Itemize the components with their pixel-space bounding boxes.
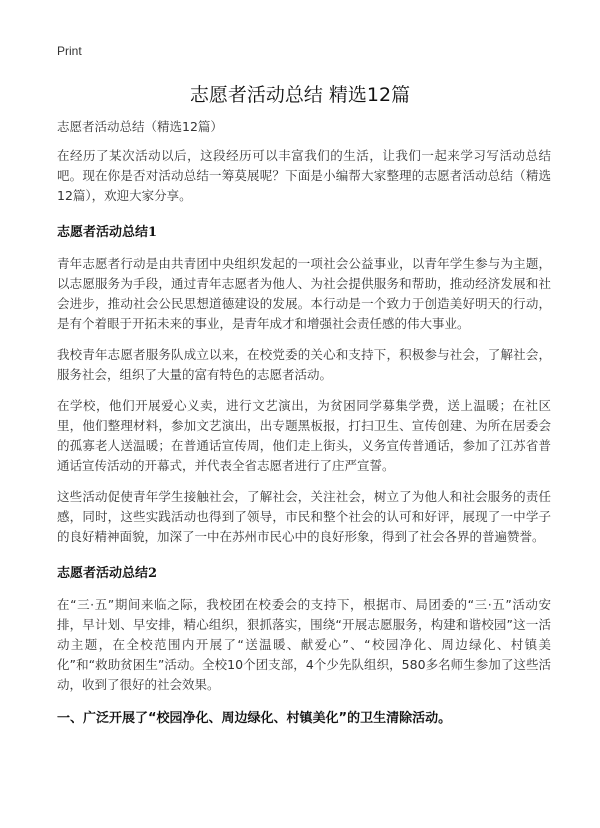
document-title: 志愿者活动总结 精选12篇	[189, 84, 411, 106]
section1-paragraph-1: 青年志愿者行动是由共青团中央组织发起的一项社会公益事业，以青年学生参与为主题，以志愿服务为手段，通过青年志愿者为他人、为社会提供服务和帮助，推动经济发展和社会进步，推动社会公民思想道德建设的发展。本行动是一个致力于创造美好明天的行动，是有个着眼于开拓未来的事业，是青年成才和增强社会责任感的伟大事业。	[57, 256, 551, 331]
section1-paragraph-3: 在学校，他们开展爱心义卖，进行文艺演出，为贫困同学募集学费，送上温暖；在社区里，他们整理材料，参加文艺演出，出专题黑板报，打扫卫生、宣传创建、为所在居委会的孤寡老人送温暖；在普通话宣传周，他们走上街头，义务宣传普通话，参加了江苏省普通话宣传活动的开幕式，并代表全省志愿者进行了庄严宣誓。	[57, 398, 551, 473]
article-subtitle: 志愿者活动总结（精选12篇）	[57, 119, 223, 134]
section2-subheading: 一、广泛开展了“校园净化、周边绿化、村镇美化”的卫生清除活动。	[57, 711, 452, 726]
section1-paragraph-4: 这些活动促使青年学生接触社会，了解社会，关注社会，树立了为他人和社会服务的责任感，同时，这些实践活动也得到了领导，市民和整个社会的认可和好评，展现了一中学子的良好精神面貌，加深了一中在苏州市民心中的良好形象，得到了社会各界的普遍赞誉。	[57, 489, 551, 544]
print-label[interactable]: Print	[57, 44, 82, 58]
section1-paragraph-2: 我校青年志愿者服务队成立以来，在校党委的关心和支持下，积极参与社会，了解社会，服务社会，组织了大量的富有特色的志愿者活动。	[57, 347, 551, 382]
section-heading-1: 志愿者活动总结1	[57, 225, 158, 240]
article-body	[57, 117, 551, 729]
section2-paragraph-1: 在“三·五”期间来临之际，我校团在校委会的支持下，根据市、局团委的“三·五”活动安排，早计划、早安排，精心组织，狠抓落实，围绕“开展志愿服务，构建和谐校园”这一活动主题，在全校范围内开展了“送温暖、献爱心”、“校园净化、周边绿化、村镇美化”和“救助贫困生”活动。全校10个团支部，4个少先队组织，580多名师生参加了这些活动，收到了很好的社会效果。	[57, 597, 551, 692]
section-heading-2: 志愿者活动总结2	[57, 566, 158, 581]
intro-paragraph: 在经历了某次活动以后，这段经历可以丰富我们的生活，让我们一起来学习写活动总结吧。现在你是否对活动总结一筹莫展呢？下面是小编帮大家整理的志愿者活动总结（精选12篇），欢迎大家分享。	[57, 148, 551, 203]
